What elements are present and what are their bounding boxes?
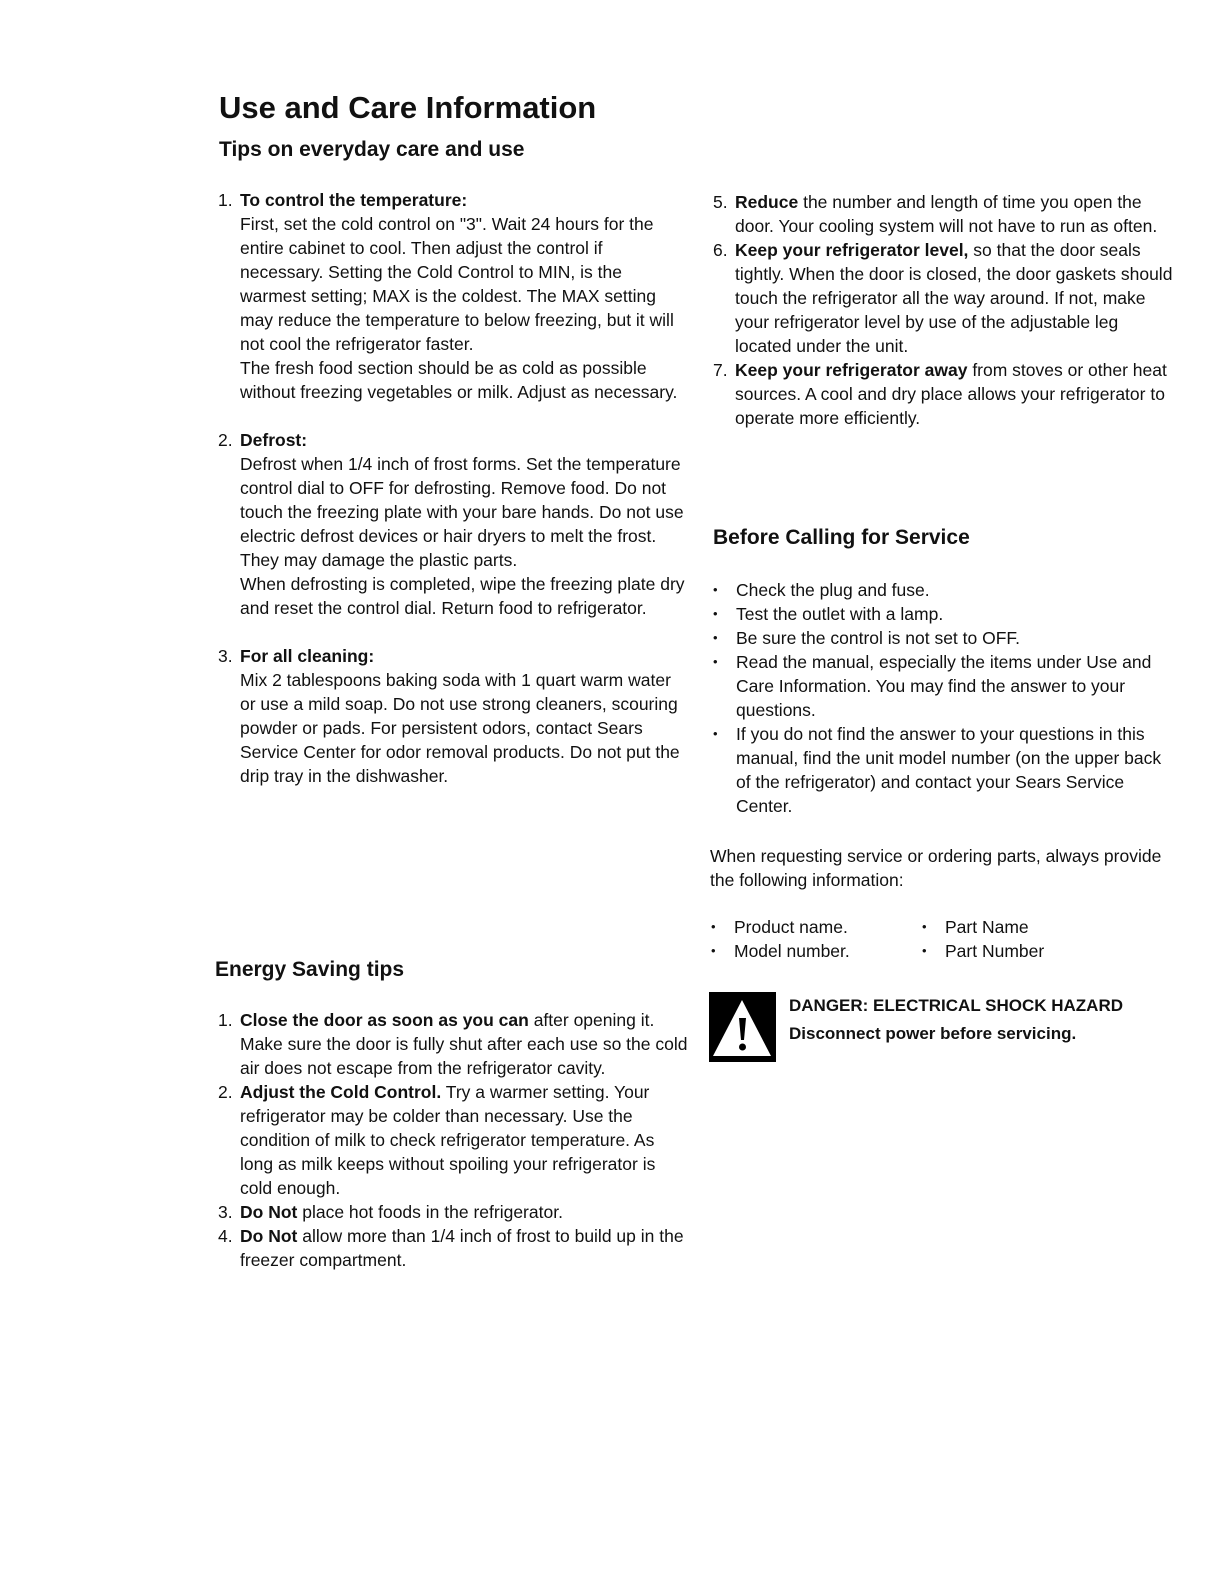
- care-item-cleaning: [218, 644, 688, 788]
- energy-item: [713, 238, 1173, 358]
- item-text: Mix 2 tablespoons baking soda with 1 quart warm water or use a mild soap. Do not use strong cleaners, scouring powder or pads. For persistent odors, contact Sears Service Center for odor removal products. Do not put the drip tray in the dishwasher.: [240, 670, 680, 786]
- care-tips-list: [218, 188, 688, 788]
- danger-notice: [709, 992, 1179, 1062]
- item-text: after opening it. Make sure the door is fully shut after each use so the cold air does not escape from the refrigerator cavity.: [240, 1010, 688, 1078]
- request-items-col2: [922, 915, 1122, 963]
- request-item: • Model number.: [711, 939, 911, 963]
- item-number: 5.: [713, 192, 728, 212]
- item-heading: To control the temperature:: [240, 190, 468, 210]
- item-emphasis: Reduce: [735, 192, 799, 212]
- item-text: so that the door seals tightly. When the door is closed, the door gaskets should touch the refrigerator all the way around. If not, make your refrigerator level by use of the adjustable leg located under the unit.: [735, 240, 1173, 356]
- service-check-item: • If you do not find the answer to your questions in this manual, find the unit model number (on the upper back of the refrigerator) and contact your Sears Service Center.: [713, 722, 1163, 818]
- service-heading: Before Calling for Service: [713, 526, 970, 549]
- energy-tips-list-right: [713, 190, 1173, 430]
- energy-item: [218, 1080, 688, 1200]
- item-emphasis: Keep your refrigerator away: [735, 360, 968, 380]
- item-text: allow more than 1/4 inch of frost to build up in the freezer compartment.: [240, 1226, 684, 1270]
- energy-tips-list-left: [218, 1008, 688, 1272]
- item-number: 2.: [218, 1082, 233, 1102]
- energy-item: [713, 190, 1173, 238]
- energy-item: [713, 358, 1173, 430]
- energy-item: [218, 1224, 688, 1272]
- danger-text: [789, 992, 1123, 1048]
- item-emphasis: Adjust the Cold Control.: [240, 1082, 442, 1102]
- item-text: First, set the cold control on "3". Wait 24 hours for the entire cabinet to cool. Then adjust the control if necessary. Setting the Cold Control to MIN, is the warmest setting; MAX is the coldest. The MAX setting may reduce the temperature to below freezing, but it will not cool the refrigerator faster.: [240, 214, 674, 354]
- item-emphasis: Do Not: [240, 1202, 298, 1222]
- item-number: 3.: [218, 1202, 233, 1222]
- request-item: • Product name.: [711, 915, 911, 939]
- energy-item: [218, 1200, 688, 1224]
- request-item: • Part Name: [922, 915, 1122, 939]
- item-text: Defrost when 1/4 inch of frost forms. Set the temperature control dial to OFF for defrosting. Remove food. Do not touch the freezing plate with your bare hands. Do not use electric defrost devices or hair dryers to melt the frost. They may damage the plastic parts.: [240, 454, 684, 570]
- item-number: 1.: [218, 1010, 233, 1030]
- request-item: • Part Number: [922, 939, 1122, 963]
- item-emphasis: Keep your refrigerator level,: [735, 240, 969, 260]
- service-check-item: • Test the outlet with a lamp.: [713, 602, 1163, 626]
- item-text: from stoves or other heat sources. A cool and dry place allows your refrigerator to operate more efficiently.: [735, 360, 1167, 428]
- request-items-col1: [711, 915, 911, 963]
- item-text: the number and length of time you open the door. Your cooling system will not have to run as often.: [735, 192, 1158, 236]
- care-item-defrost: [218, 428, 688, 620]
- item-emphasis: Close the door as soon as you can: [240, 1010, 529, 1030]
- energy-item: [218, 1008, 688, 1080]
- page-title: Use and Care Information: [219, 90, 597, 125]
- item-number: 1.: [218, 190, 233, 210]
- energy-heading: Energy Saving tips: [215, 958, 405, 981]
- section-subtitle: Tips on everyday care and use: [219, 138, 525, 161]
- item-text: Try a warmer setting. Your refrigerator may be colder than necessary. Use the condition of milk to check refrigerator temperature. As long as milk keeps without spoiling your refrigerator is cold enough.: [240, 1082, 656, 1198]
- service-check-item: • Read the manual, especially the items under Use and Care Information. You may find the answer to your questions.: [713, 650, 1163, 722]
- item-number: 7.: [713, 360, 728, 380]
- danger-instruction: Disconnect power before servicing.: [789, 1024, 1077, 1043]
- item-text: When defrosting is completed, wipe the freezing plate dry and reset the control dial. Return food to refrigerator.: [240, 574, 685, 618]
- item-number: 3.: [218, 646, 233, 666]
- warning-triangle-icon: [709, 992, 776, 1062]
- item-text: The fresh food section should be as cold as possible without freezing vegetables or milk. Adjust as necessary.: [240, 358, 678, 402]
- service-check-item: • Be sure the control is not set to OFF.: [713, 626, 1163, 650]
- item-number: 2.: [218, 430, 233, 450]
- care-item-temperature: [218, 188, 688, 404]
- danger-title: DANGER: ELECTRICAL SHOCK HAZARD: [789, 996, 1124, 1015]
- item-number: 4.: [218, 1226, 233, 1246]
- service-checklist: [713, 578, 1163, 818]
- item-emphasis: Do Not: [240, 1226, 298, 1246]
- item-heading: Defrost:: [240, 430, 308, 450]
- request-info-text: When requesting service or ordering parts, always provide the following information:: [710, 846, 1162, 890]
- item-number: 6.: [713, 240, 728, 260]
- item-heading: For all cleaning:: [240, 646, 375, 666]
- service-check-item: • Check the plug and fuse.: [713, 578, 1163, 602]
- item-text: place hot foods in the refrigerator.: [297, 1202, 563, 1222]
